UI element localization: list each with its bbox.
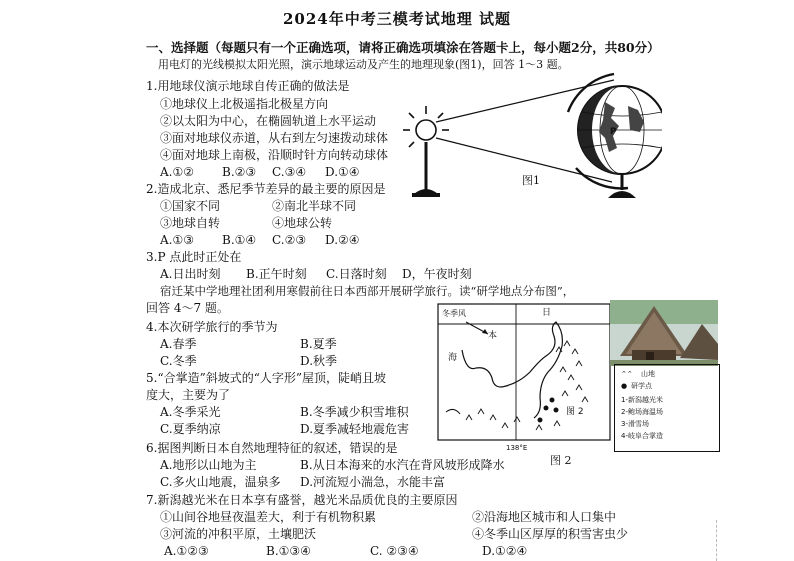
- q1-opt4: ④面对地球上南极，沿顺时针方向转动球体: [160, 148, 389, 162]
- legend-mountain-icon: ⌃⌃: [621, 370, 633, 378]
- q7-choice-b: B.①③④: [266, 544, 311, 558]
- map-label-ri: 日: [542, 308, 552, 318]
- q2-choice-b: B.①④: [222, 233, 257, 247]
- legend-mountain: 山地: [641, 370, 655, 378]
- legend-item-2: 2-鲍场海温场: [621, 408, 663, 416]
- q2-choice-d: D.②④: [325, 233, 360, 247]
- q6-choice-a: A.地形以山地为主: [160, 458, 257, 472]
- sun-lamp-icon: [403, 106, 449, 197]
- figure-2-legend: [614, 364, 720, 452]
- q7-opt3: ③河流的冲积平原，土壤肥沃: [160, 527, 317, 541]
- q3-choice-c: C.日落时刻: [326, 267, 387, 281]
- q6-stem: 6.据图判断日本自然地理特征的叙述，错误的是: [146, 441, 398, 455]
- map-label-ben: 本: [488, 331, 498, 341]
- q1-choice-c: C.③④: [272, 165, 307, 179]
- q1-choice-d: D.①④: [325, 165, 360, 179]
- q2-opt4: ④地球公转: [272, 216, 333, 230]
- q2-stem: 2.造成北京、悉尼季节差异的最主要的原因是: [146, 182, 386, 196]
- globe-icon: [568, 74, 662, 198]
- q1-choice-a: A.①②: [160, 165, 194, 179]
- map-label-hai: 海: [448, 353, 458, 363]
- q7-opt1: ①山间谷地昼夜温差大，利于有机物积累: [160, 510, 377, 524]
- q3-choice-d: D，午夜时刻: [402, 267, 472, 281]
- wind-label: 冬季风: [442, 309, 466, 318]
- q5-choice-b: B.冬季减少积雪堆积: [300, 405, 409, 419]
- figure-1-caption: 图1: [522, 174, 540, 187]
- q6-choice-c: C.多火山地震，温泉多: [160, 475, 281, 489]
- legend-item-1: 1-新潟越光米: [621, 396, 663, 404]
- q6-choice-d: D.河流短小湍急，水能丰富: [300, 475, 446, 489]
- q4-stem: 4.本次研学旅行的季节为: [146, 320, 278, 334]
- page-margin-line: [716, 520, 717, 561]
- figure-2-caption: 图 2: [550, 454, 572, 467]
- q7-stem: 7.新潟越光米在日本享有盛誉，越光米品质优良的主要原因: [146, 493, 458, 507]
- q2-opt2: ②南北半球不同: [272, 199, 357, 213]
- q3-choice-a: A.日出时刻: [160, 267, 221, 281]
- legend-site: 研学点: [631, 382, 652, 390]
- q6-choice-b: B.从日本海来的水汽在背风坡形成降水: [300, 458, 505, 472]
- q5-stem-line1: 5.“合掌造”斜坡式的“人字形”屋顶，陡峭且坡: [146, 371, 386, 385]
- globe-label-p: P: [610, 127, 617, 137]
- q5-choice-d: D.夏季减轻地震危害: [300, 422, 410, 436]
- q2-choice-c: C.②③: [272, 233, 307, 247]
- map-inner-caption: 图 2: [566, 407, 584, 417]
- q4-choice-c: C.冬季: [160, 354, 197, 368]
- q4-choice-b: B.夏季: [300, 337, 337, 351]
- section-heading: 一、选择题（每题只有一个正确选项，请将正确选项填涂在答题卡上，每小题2分，共80分）: [146, 40, 660, 55]
- q7-opt4: ④冬季山区厚厚的积雪害虫少: [472, 527, 629, 541]
- q3-choice-b: B.正午时刻: [246, 267, 307, 281]
- q7-choice-c: C. ②③④: [370, 544, 419, 558]
- page-title: 2024年中考三模考试地理 试题: [283, 10, 511, 28]
- q7-choice-d: D.①②④: [482, 544, 528, 558]
- intro-text-2a: 宿迁某中学地理社团利用寒假前往日本西部开展研学旅行。读“研学地点分布图”，: [160, 284, 575, 298]
- lon-label: 138°E: [506, 444, 528, 452]
- q7-choice-a: A.①②③: [164, 544, 209, 558]
- legend-site-icon: ●: [621, 382, 628, 390]
- q2-choice-a: A.①③: [160, 233, 194, 247]
- q4-choice-a: A.春季: [160, 337, 197, 351]
- q5-choice-c: C.夏季纳凉: [160, 422, 221, 436]
- q5-stem-line2: 度大，主要为了: [146, 388, 231, 402]
- q5-choice-a: A.冬季采光: [160, 405, 221, 419]
- q1-stem: 1.用地球仪演示地球自传正确的做法是: [146, 79, 350, 93]
- q2-opt1: ①国家不同: [160, 199, 221, 213]
- q4-choice-d: D.秋季: [300, 354, 338, 368]
- intro-text-1: 用电灯的光线模拟太阳光照，演示地球运动及产生的地理现象(图1)，回答 1～3 题。: [158, 58, 569, 71]
- q1-opt3: ③面对地球仪赤道，从右到左匀速拨动球体: [160, 131, 389, 145]
- q1-choice-b: B.②③: [222, 165, 257, 179]
- q1-opt1: ①地球仪上北极遥指北极星方向: [160, 97, 329, 111]
- q2-opt3: ③地球自转: [160, 216, 221, 230]
- legend-item-3: 3-滑雪场: [621, 420, 649, 428]
- gassho-house-photo: [610, 300, 718, 366]
- intro-text-2b: 回答 4～7 题。: [146, 301, 229, 315]
- q1-opt2: ②以太阳为中心，在椭圆轨道上水平运动: [160, 114, 377, 128]
- q3-stem: 3.P 点此时正处在: [146, 250, 242, 264]
- legend-item-4: 4-岐阜合掌造: [621, 432, 663, 440]
- q7-opt2: ②沿海地区城市和人口集中: [472, 510, 617, 524]
